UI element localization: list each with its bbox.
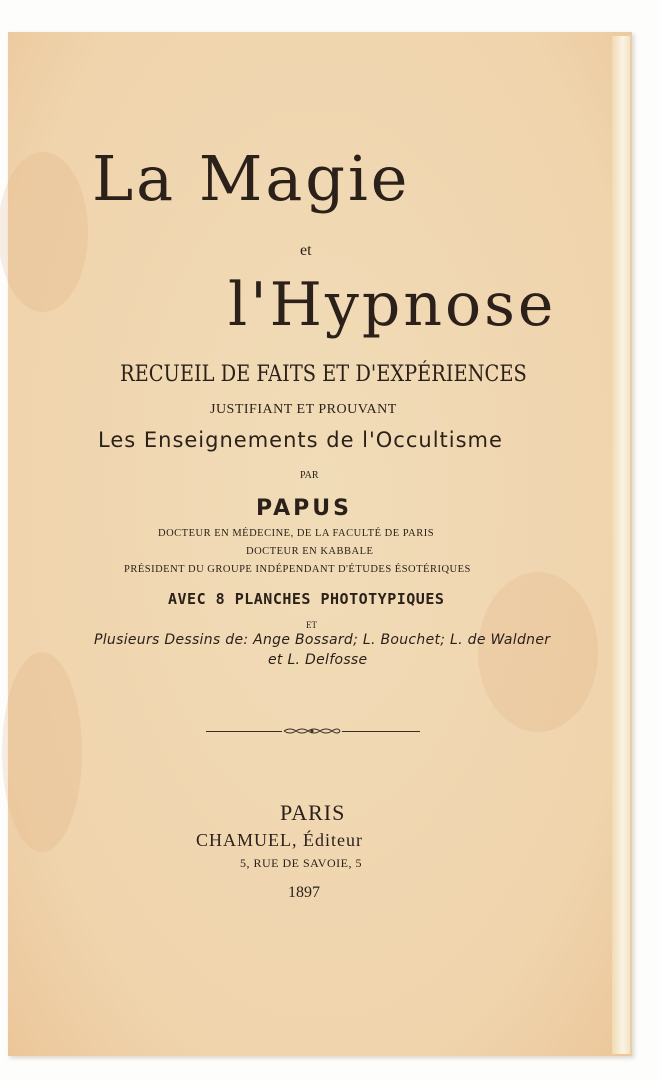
foxing-stain	[478, 572, 598, 732]
foxing-stain	[0, 152, 88, 312]
publisher-address: 5, RUE DE SAVOIE, 5	[240, 856, 362, 870]
title-line-2: l'Hypnose	[228, 270, 557, 340]
publisher: CHAMUEL, Éditeur	[196, 830, 363, 850]
conjunction-2: ET	[306, 620, 317, 630]
subtitle-2: JUSTIFIANT ET PROUVANT	[210, 402, 397, 417]
ornament-icon	[282, 727, 342, 735]
page-edge	[612, 36, 630, 1054]
publication-city: PARIS	[280, 800, 346, 825]
subtitle: RECUEIL DE FAITS ET D'EXPÉRIENCES	[120, 362, 527, 387]
publication-year: 1897	[288, 884, 320, 901]
par-label: PAR	[300, 470, 319, 481]
subtitle-3: Les Enseignements de l'Occultisme	[98, 428, 503, 452]
plates-note: AVEC 8 PLANCHES PHOTOTYPIQUES	[168, 590, 445, 608]
title-line-1: La Magie	[92, 142, 411, 215]
credential-line: DOCTEUR EN MÉDECINE, DE LA FACULTÉ DE PARIS	[158, 528, 435, 539]
drawings-credit: Plusieurs Dessins de: Ange Bossard; L. Bouchet; L. de Waldner	[94, 632, 551, 648]
credential-line: PRÉSIDENT DU GROUPE INDÉPENDANT D'ÉTUDES ÉSOTÉRIQUES	[124, 564, 471, 575]
title-conjunction: et	[300, 242, 312, 259]
author-name: PAPUS	[256, 496, 352, 521]
drawings-credit-continued: et L. Delfosse	[268, 652, 368, 668]
credential-line: DOCTEUR EN KABBALE	[246, 546, 374, 557]
foxing-stain	[2, 652, 82, 852]
